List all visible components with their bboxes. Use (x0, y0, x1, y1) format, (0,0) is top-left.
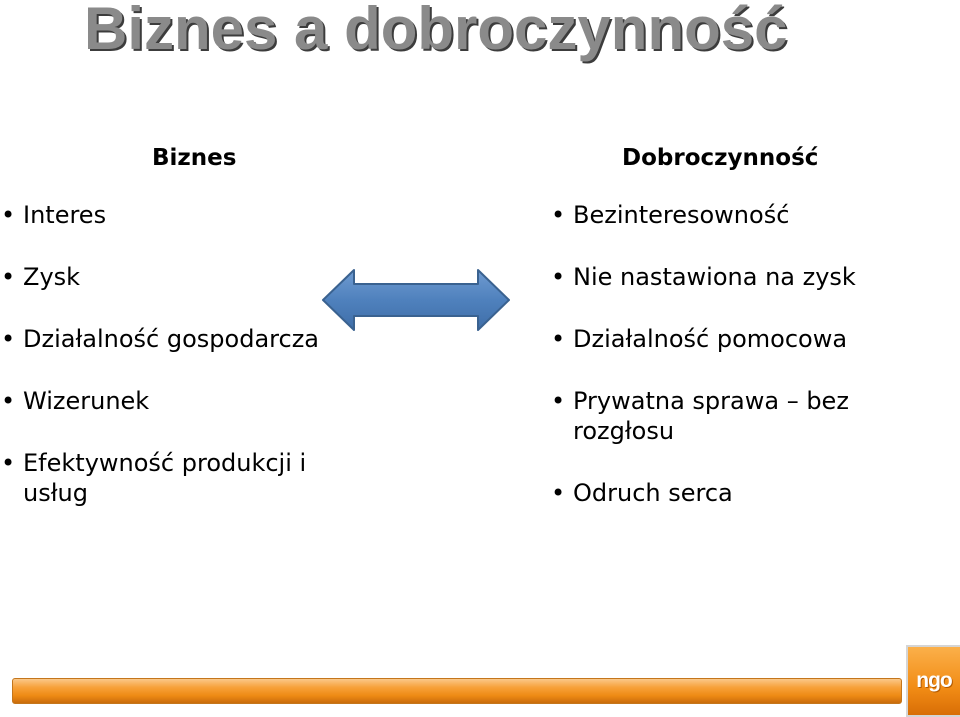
double-headed-arrow-icon (320, 266, 512, 334)
dobroczynnosc-item-bezinteresownosc: • Bezinteresowność (550, 200, 890, 230)
slide-title: Biznes a dobroczynność (84, 0, 788, 62)
column-heading-biznes: Biznes (152, 145, 237, 171)
biznes-item-wizerunek: • Wizerunek (0, 386, 345, 416)
biznes-item-interes: • Interes (0, 200, 345, 230)
column-heading-dobroczynnosc: Dobroczynność (622, 145, 819, 171)
dobroczynnosc-list (550, 200, 890, 540)
biznes-item-efektywnosc: • Efektywność produkcji i usług (0, 448, 345, 508)
biznes-list (0, 200, 345, 510)
biznes-item-zysk: • Zysk (0, 262, 345, 292)
footer-bar (12, 678, 902, 704)
dobroczynnosc-item-pomocowa: • Działalność pomocowa (550, 324, 890, 354)
dobroczynnosc-item-nie-nastawiona: • Nie nastawiona na zysk (550, 262, 890, 292)
ngo-logo-text: ngo (916, 669, 952, 692)
ngo-logo (906, 645, 960, 717)
dobroczynnosc-item-odruch: • Odruch serca (550, 478, 890, 508)
biznes-item-dzialalnosc: • Działalność gospodarcza (0, 324, 345, 354)
dobroczynnosc-item-prywatna: • Prywatna sprawa – bez rozgłosu (550, 386, 890, 446)
